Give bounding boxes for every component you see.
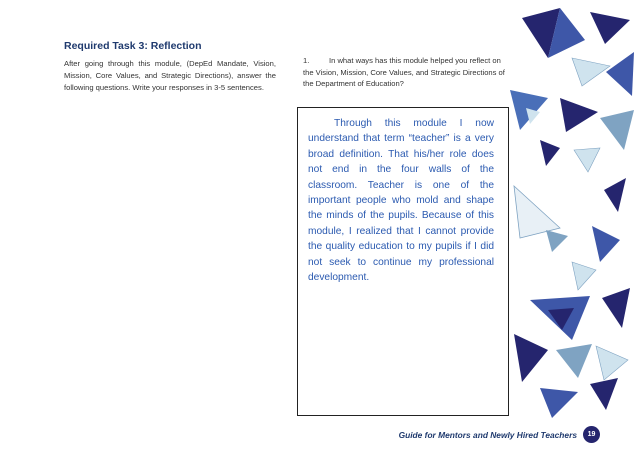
guide-title: Guide for Mentors and Newly Hired Teachers [398,429,577,440]
triangle-shape [596,346,628,380]
page-number-badge: 19 [583,426,600,443]
triangle-shape [592,226,620,262]
triangle-shape [546,230,568,252]
task-instructions: After going through this module, (DepEd Mandate, Vision, Mission, Core Values, and Strategic Directions), answer the following questions. Write your responses in 3-5 sentences. [64,59,276,92]
triangle-shape [540,388,578,418]
triangle-shape [572,262,596,290]
triangle-shape [572,58,610,86]
triangle-shape [560,98,598,132]
triangle-shape [606,52,634,96]
question-number: 1. [303,56,310,65]
triangle-shape [574,148,600,172]
triangle-shape [526,108,540,124]
page-footer [399,426,600,443]
triangle-shape [556,344,592,378]
triangle-shape [590,378,618,410]
triangle-shape [604,178,626,212]
question-text: In what ways has this module helped you reflect on the Vision, Mission, Core Values, and Strategic Directions of the Department of Education? [303,56,505,88]
triangle-shape [600,110,634,150]
triangle-shape [602,288,630,328]
answer-text: Through this module I now understand that term “teacher” is a very broad definition. That his/her role does not end in the four walls of the classroom. Teacher is one of the important people who mold and shape the minds of the pupils. Because of this module, I realized that I cannot provide the quality education to my pupils if I did not seek to continue my professional development. [308,118,494,284]
triangle-shape [514,334,548,382]
triangle-shape [590,12,630,44]
task-title: Required Task 3: Reflection [64,40,202,52]
triangle-shape [514,186,560,238]
triangle-shape [540,140,560,166]
